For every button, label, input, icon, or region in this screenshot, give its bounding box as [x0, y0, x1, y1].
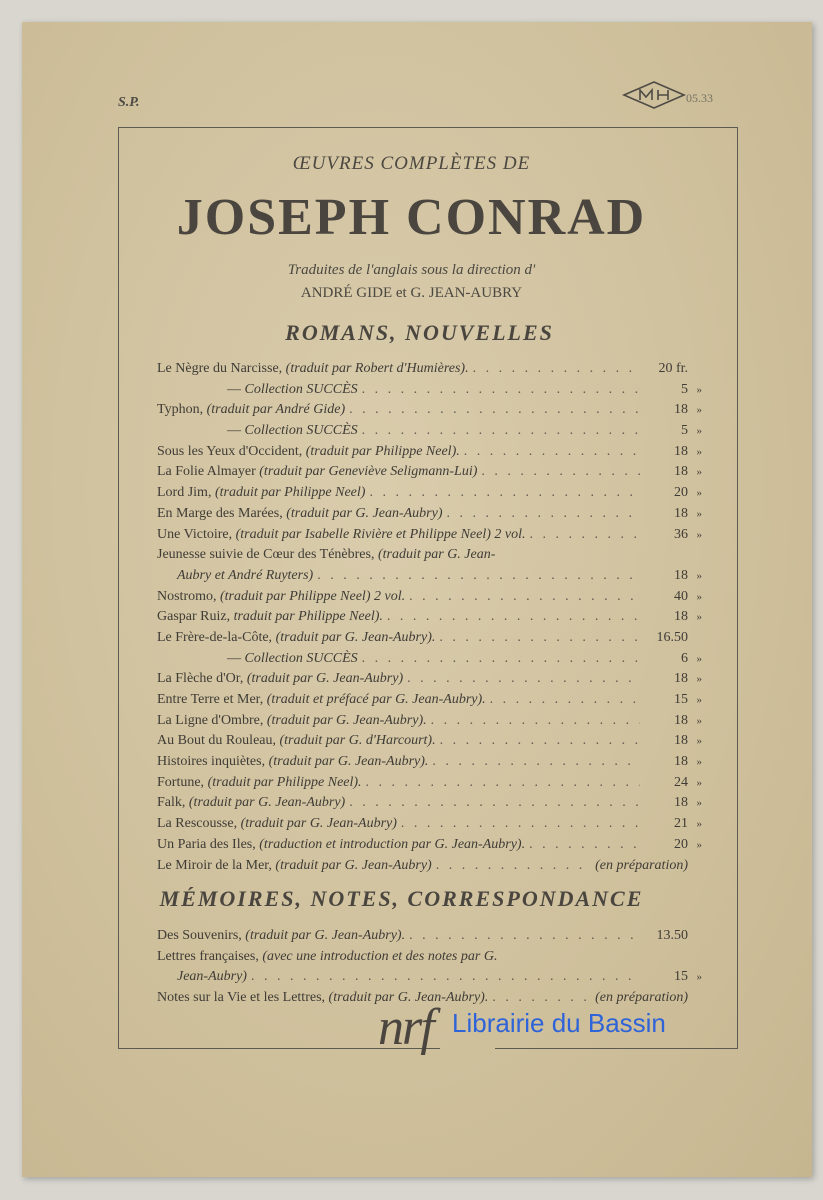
- leader-dots: [317, 568, 640, 584]
- leader-dots: [362, 651, 640, 667]
- translator-note: Aubry et André Ruyters): [177, 567, 314, 583]
- price-suffix: »: [696, 445, 702, 458]
- translator-note: (traduit par G. Jean-Aubry): [286, 505, 443, 521]
- leader-dots: [369, 485, 640, 501]
- translator-note: (traduit et préfacé par G. Jean-Aubry).: [266, 692, 486, 707]
- leader-dots: [409, 589, 640, 605]
- translator-note: Collection SUCCÈS: [244, 381, 358, 397]
- translator-note: traduit par Philippe Neel).: [233, 609, 383, 625]
- book-entry: [157, 733, 436, 749]
- list-item: [157, 754, 702, 775]
- list-item: [157, 713, 702, 734]
- book-price: 24: [674, 774, 688, 790]
- list-item: [157, 423, 702, 444]
- book-entry: [157, 775, 362, 791]
- book-entry: [157, 949, 497, 965]
- leader-dots: [481, 464, 640, 480]
- book-title: —: [227, 650, 245, 666]
- translator-note: (traduit par G. Jean-Aubry).: [245, 928, 406, 943]
- book-price: 5: [681, 381, 688, 397]
- book-price: 6: [681, 650, 688, 666]
- price-suffix: »: [696, 404, 702, 417]
- book-entry: [157, 990, 488, 1006]
- section-memoires-heading: MÉMOIRES, NOTES, CORRESPONDANCE: [159, 886, 644, 911]
- translation-directors: ANDRÉ GIDE et G. JEAN-AUBRY: [300, 285, 523, 301]
- leader-dots: [401, 816, 640, 832]
- translator-note: (traduit par André Gide): [206, 402, 346, 418]
- list-item: [157, 775, 702, 796]
- price-suffix: »: [696, 797, 702, 810]
- section-romans-heading: ROMANS, NOUVELLES: [285, 320, 554, 345]
- price-suffix: »: [696, 487, 702, 500]
- author-name: JOSEPH CONRAD: [176, 189, 647, 246]
- price-suffix: »: [696, 694, 702, 706]
- leader-dots: [439, 630, 640, 646]
- translator-note: (traduit par Isabelle Rivière et Philippe Neel) 2 vol.: [235, 526, 526, 542]
- book-title: La Folie Almayer: [157, 464, 260, 480]
- book-title: Typhon,: [157, 402, 207, 418]
- book-title: En Marge des Marées,: [157, 505, 287, 521]
- catalog-code: 05.33: [686, 91, 713, 105]
- list-item: [157, 361, 702, 382]
- book-entry: [157, 713, 427, 729]
- leader-dots: [440, 733, 640, 749]
- price-suffix: »: [696, 838, 702, 851]
- book-price: 18: [674, 443, 688, 459]
- book-price: (en préparation): [595, 857, 688, 873]
- list-item: [157, 733, 702, 754]
- translator-note: (traduit par G. Jean-: [377, 547, 496, 563]
- list-item: [157, 382, 702, 403]
- book-title: Falk,: [157, 795, 189, 811]
- list-item: [157, 928, 702, 949]
- book-price: 18: [674, 712, 688, 728]
- price-suffix: »: [696, 590, 702, 603]
- translator-note: Collection SUCCÈS: [244, 423, 358, 439]
- leader-dots: [436, 858, 591, 874]
- leader-dots: [492, 990, 591, 1006]
- book-title: Sous les Yeux d'Occident,: [157, 443, 306, 459]
- book-price: 18: [674, 464, 688, 480]
- book-title: Gaspar Ruiz,: [157, 609, 234, 625]
- translator-note: (traduit par Philippe Neel) 2 vol.: [220, 588, 406, 604]
- book-price: 18: [674, 671, 688, 687]
- book-title: La Rescousse,: [157, 816, 241, 832]
- translator-note: (traduit par G. Jean-Aubry).: [328, 990, 489, 1006]
- book-entry: [157, 754, 428, 770]
- sp-mark: S.P.: [118, 95, 140, 110]
- book-title: Jeunesse suivie de Cœur des Ténèbres,: [157, 547, 378, 563]
- mh-monogram-icon: [622, 80, 686, 110]
- leader-dots: [464, 444, 640, 460]
- book-title: Lettres françaises,: [157, 948, 263, 964]
- list-item: [157, 795, 702, 816]
- book-title: Un Paria des Iles,: [157, 836, 260, 852]
- book-price: 36: [674, 526, 688, 542]
- translator-note: (traduit par G. d'Harcourt).: [279, 733, 436, 749]
- leader-dots: [529, 837, 640, 853]
- book-title: La Ligne d'Ombre,: [157, 712, 267, 728]
- translator-note: (traduit par G. Jean-Aubry): [188, 795, 346, 811]
- nrf-logo: nrf: [378, 999, 433, 1056]
- list-item: [157, 444, 702, 465]
- list-item: [157, 671, 702, 692]
- book-title: Le Miroir de la Mer,: [157, 857, 276, 873]
- book-entry: [157, 692, 486, 708]
- book-entry: [157, 506, 443, 522]
- price-suffix: »: [696, 735, 702, 748]
- book-entry: [157, 837, 525, 853]
- translation-note: Traduites de l'anglais sous la direction d': [287, 262, 536, 278]
- book-price: 18: [674, 754, 688, 770]
- book-price: 18: [674, 567, 688, 583]
- list-item: [157, 547, 702, 568]
- leader-dots: [407, 671, 640, 687]
- translator-note: (traduit par Philippe Neel): [214, 485, 366, 501]
- leader-dots: [473, 361, 640, 377]
- list-item: [157, 630, 702, 651]
- translator-note: (traduit par Philippe Neel).: [305, 443, 460, 459]
- book-title: Fortune,: [157, 774, 208, 790]
- list-item: [157, 464, 702, 485]
- leader-dots: [349, 795, 640, 811]
- leader-dots: [362, 382, 640, 398]
- book-entry: [177, 969, 247, 985]
- translator-note: (traduit par G. Jean-Aubry).: [268, 754, 429, 770]
- list-item: [157, 949, 702, 970]
- leader-dots: [431, 713, 640, 729]
- works-heading: ŒUVRES COMPLÈTES DE: [292, 153, 531, 174]
- list-item: [157, 402, 702, 423]
- list-item: [157, 589, 702, 610]
- leader-dots: [349, 402, 640, 418]
- frame-gap: [440, 1042, 495, 1052]
- translator-note: (traduit par G. Jean-Aubry): [246, 671, 404, 687]
- book-entry: [157, 361, 469, 377]
- translator-note: (traduit par G. Jean-Aubry).: [275, 629, 436, 645]
- leader-dots: [447, 506, 640, 522]
- book-title: —: [227, 381, 245, 397]
- book-title: Entre Terre et Mer,: [157, 692, 267, 707]
- price-suffix: »: [696, 611, 702, 624]
- list-item: [157, 651, 702, 672]
- book-title: Une Victoire,: [157, 526, 236, 542]
- book-entry: [157, 547, 495, 563]
- book-entry: [157, 795, 345, 811]
- price-suffix: »: [696, 383, 702, 396]
- book-price: 20: [674, 485, 688, 501]
- book-title: Le Nègre du Narcisse,: [157, 361, 286, 376]
- book-entry: [157, 423, 358, 439]
- list-item: [157, 609, 702, 630]
- book-title: Lord Jim,: [157, 485, 215, 501]
- list-item: [157, 692, 702, 713]
- book-title: Histoires inquiètes,: [157, 754, 269, 770]
- translator-note: (traduit par G. Jean-Aubry).: [266, 712, 427, 728]
- price-suffix: »: [696, 507, 702, 520]
- book-price: 5: [681, 423, 688, 439]
- leader-dots: [490, 692, 640, 708]
- list-item: [157, 858, 702, 879]
- book-price: 20: [674, 836, 688, 852]
- book-entry: [177, 568, 313, 584]
- leader-dots: [530, 527, 640, 543]
- bookseller-watermark: Librairie du Bassin: [452, 1008, 666, 1038]
- price-suffix: »: [696, 569, 702, 582]
- list-item: [157, 485, 702, 506]
- price-suffix: »: [696, 971, 702, 984]
- price-suffix: »: [696, 756, 702, 769]
- book-price: 20 fr.: [658, 361, 688, 376]
- translator-note: (traduit par Geneviève Seligmann-Lui): [259, 464, 478, 480]
- price-suffix: »: [696, 673, 702, 686]
- book-entry: [157, 651, 358, 667]
- book-price: (en préparation): [595, 990, 688, 1006]
- book-entry: [157, 671, 403, 687]
- leader-dots: [409, 928, 640, 944]
- book-price: 18: [674, 402, 688, 418]
- romans-list: [157, 361, 702, 878]
- book-price: 21: [674, 816, 688, 832]
- list-item: [157, 837, 702, 858]
- list-item: [157, 568, 702, 589]
- list-item: [157, 816, 702, 837]
- translator-note: (traduit par G. Jean-Aubry): [240, 816, 397, 832]
- book-entry: [157, 589, 405, 605]
- book-entry: [157, 858, 432, 874]
- book-entry: [157, 928, 405, 944]
- leader-dots: [387, 609, 640, 625]
- book-price: 16.50: [656, 629, 688, 645]
- price-suffix: »: [696, 714, 702, 727]
- book-entry: [157, 402, 345, 418]
- book-entry: [157, 816, 397, 832]
- book-title: Le Frère-de-la-Côte,: [157, 629, 276, 645]
- book-title: Nostromo,: [157, 588, 220, 604]
- translator-note: (traduction et introduction par G. Jean-Aubry).: [259, 836, 526, 852]
- list-item: [157, 506, 702, 527]
- book-title: Au Bout du Rouleau,: [157, 733, 280, 749]
- translator-note: Jean-Aubry): [177, 969, 247, 985]
- list-item: [157, 969, 702, 990]
- price-suffix: »: [696, 425, 702, 438]
- book-entry: [157, 464, 477, 480]
- book-price: 13.50: [656, 928, 688, 943]
- book-price: 18: [674, 795, 688, 811]
- list-item: [157, 527, 702, 548]
- book-price: 40: [674, 588, 688, 604]
- price-suffix: »: [696, 466, 702, 479]
- book-entry: [157, 527, 526, 543]
- book-entry: [157, 630, 435, 646]
- book-entry: [157, 382, 358, 398]
- leader-dots: [251, 969, 640, 985]
- leader-dots: [362, 423, 640, 439]
- book-entry: [157, 485, 365, 501]
- book-title: Notes sur la Vie et les Lettres,: [157, 990, 329, 1006]
- translator-note: Collection SUCCÈS: [244, 650, 358, 666]
- book-title: —: [227, 423, 245, 439]
- price-suffix: »: [696, 528, 702, 541]
- translator-note: (avec une introduction et des notes par G.: [262, 948, 498, 964]
- book-price: 18: [674, 505, 688, 521]
- book-price: 18: [674, 609, 688, 625]
- price-suffix: »: [696, 818, 702, 831]
- price-suffix: »: [696, 776, 702, 789]
- leader-dots: [432, 754, 640, 770]
- book-price: 18: [674, 733, 688, 749]
- book-title: La Flèche d'Or,: [157, 671, 247, 687]
- book-entry: [157, 609, 383, 625]
- book-price: 15: [674, 969, 688, 985]
- price-suffix: »: [696, 652, 702, 665]
- translator-note: (traduit par G. Jean-Aubry): [275, 857, 432, 873]
- translator-note: (traduit par Robert d'Humières).: [285, 361, 469, 376]
- book-entry: [157, 444, 460, 460]
- book-price: 15: [674, 692, 688, 707]
- leader-dots: [366, 775, 640, 791]
- translator-note: (traduit par Philippe Neel).: [207, 774, 362, 790]
- book-title: Des Souvenirs,: [157, 928, 246, 943]
